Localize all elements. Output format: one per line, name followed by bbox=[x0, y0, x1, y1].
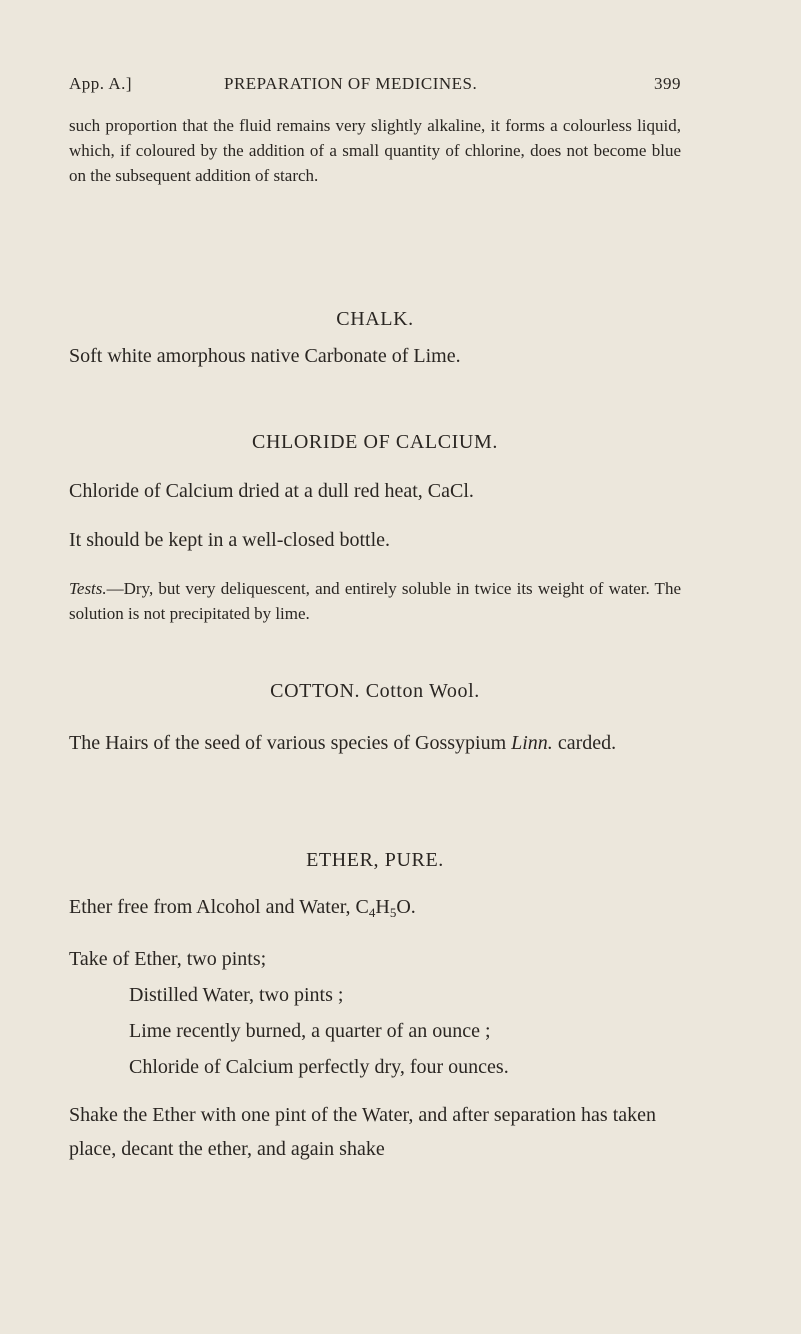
tests-label: Tests. bbox=[69, 579, 107, 598]
chloride-storage-note: It should be kept in a well-closed bottle. bbox=[69, 529, 391, 551]
chloride-heading: CHLORIDE OF CALCIUM. bbox=[252, 431, 498, 453]
recipe-take-line: Take of Ether, two pints; bbox=[69, 948, 267, 970]
ether-sub-1: 4 bbox=[368, 905, 376, 920]
recipe-ingredient: Chloride of Calcium perfectly dry, four ounces. bbox=[129, 1056, 509, 1078]
header-title: PREPARATION OF MEDICINES. bbox=[224, 74, 478, 93]
ether-heading: ETHER, PURE. bbox=[306, 849, 444, 871]
running-header bbox=[69, 74, 681, 104]
header-section-label: App. A.] bbox=[69, 74, 133, 93]
cotton-text: The Hairs of the seed of various species of Gossypium bbox=[69, 732, 512, 754]
ether-recipe bbox=[69, 941, 681, 1085]
ether-sub-2: 5 bbox=[389, 905, 397, 920]
chloride-description: Chloride of Calcium dried at a dull red heat, CaCl. bbox=[69, 480, 474, 502]
cotton-authority: Linn. bbox=[511, 732, 553, 754]
page-number: 399 bbox=[654, 74, 681, 93]
ether-description bbox=[69, 889, 681, 925]
ether-formula-mid: H bbox=[375, 896, 390, 918]
ether-instructions: Shake the Ether with one pint of the Water, and after separation has taken place, decant the ether, and again shake bbox=[69, 1104, 657, 1160]
cotton-heading: COTTON. Cotton Wool. bbox=[270, 680, 480, 702]
ether-formula-suffix: O. bbox=[396, 896, 416, 918]
chalk-description: Soft white amorphous native Carbonate of Lime. bbox=[69, 345, 461, 367]
chloride-tests bbox=[69, 576, 681, 626]
tests-text: —Dry, but very deliquescent, and entirely soluble in twice its weight of water. The solution is not precipitated by lime. bbox=[69, 579, 681, 623]
recipe-ingredient: Lime recently burned, a quarter of an ounce ; bbox=[129, 1020, 491, 1042]
cotton-text-end: carded. bbox=[552, 732, 617, 754]
ether-formula-prefix: Ether free from Alcohol and Water, C bbox=[69, 896, 369, 918]
recipe-ingredient: Distilled Water, two pints ; bbox=[129, 984, 344, 1006]
intro-paragraph: such proportion that the fluid remains very slightly alkaline, it forms a colourless liquid, which, if coloured by the addition of a small quantity of chlorine, does not become blue on the subsequent addition of starch. bbox=[69, 116, 681, 185]
chalk-heading: CHALK. bbox=[336, 308, 414, 330]
cotton-description bbox=[69, 726, 681, 760]
